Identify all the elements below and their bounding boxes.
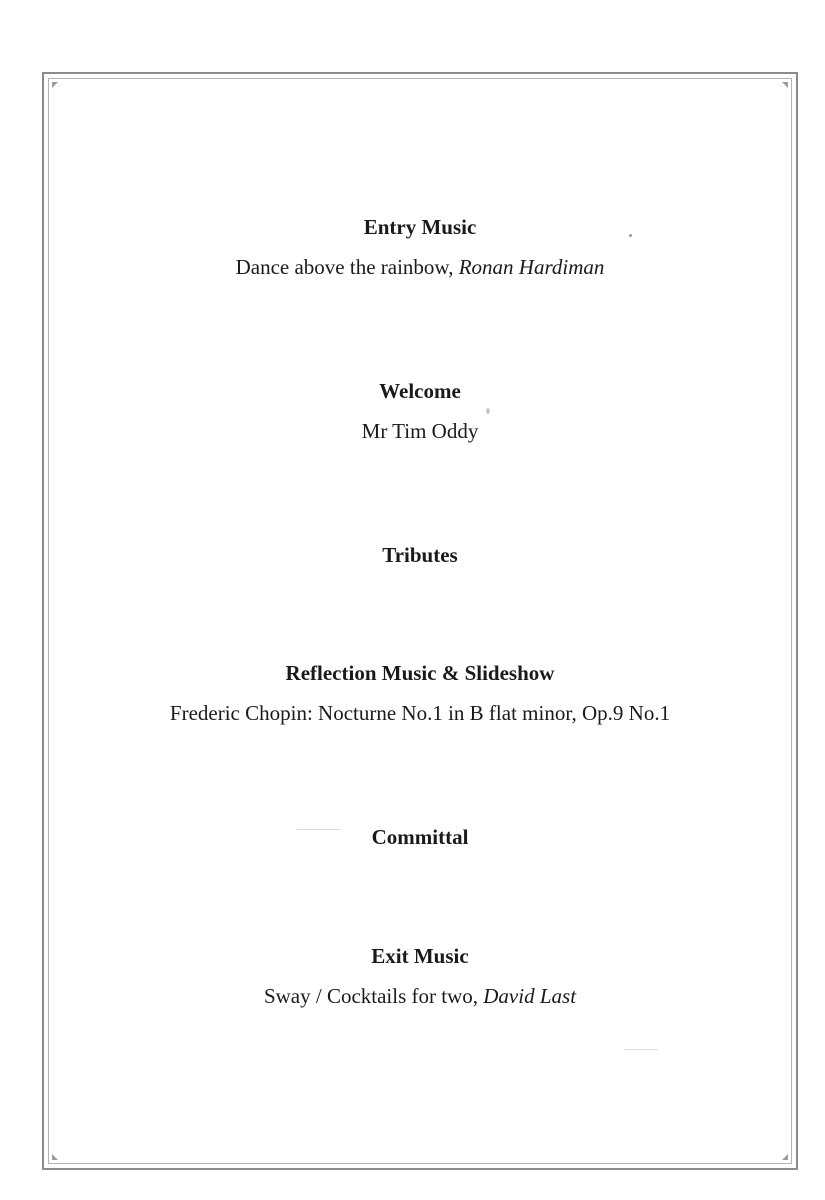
section-tributes [50, 542, 790, 568]
detail-artist: David Last [483, 984, 577, 1008]
section-exit-music [50, 943, 790, 1009]
detail-text: Mr Tim Oddy [361, 419, 479, 443]
detail-text: Sway / Cocktails for two, [263, 984, 484, 1008]
scan-speck [624, 1049, 658, 1050]
scan-speck [297, 829, 341, 830]
section-heading: Entry Music [363, 215, 477, 239]
section-heading: Exit Music [371, 944, 469, 968]
section-detail [50, 254, 790, 280]
section-entry-music [50, 214, 790, 280]
section-heading: Committal [371, 825, 469, 849]
section-heading: Reflection Music & Slideshow [285, 661, 555, 685]
scan-speck [629, 234, 632, 237]
section-heading: Welcome [379, 379, 461, 403]
section-detail [50, 418, 790, 444]
section-detail [50, 983, 790, 1009]
section-reflection-music [50, 660, 790, 726]
section-detail [50, 700, 790, 726]
detail-artist: Ronan Hardiman [458, 255, 605, 279]
section-heading: Tributes [382, 543, 458, 567]
section-welcome [50, 378, 790, 444]
detail-text: Dance above the rainbow, [235, 255, 459, 279]
section-committal [50, 824, 790, 850]
scan-speck [486, 408, 490, 414]
detail-text: Frederic Chopin: Nocturne No.1 in B flat minor, Op.9 No.1 [169, 701, 671, 725]
